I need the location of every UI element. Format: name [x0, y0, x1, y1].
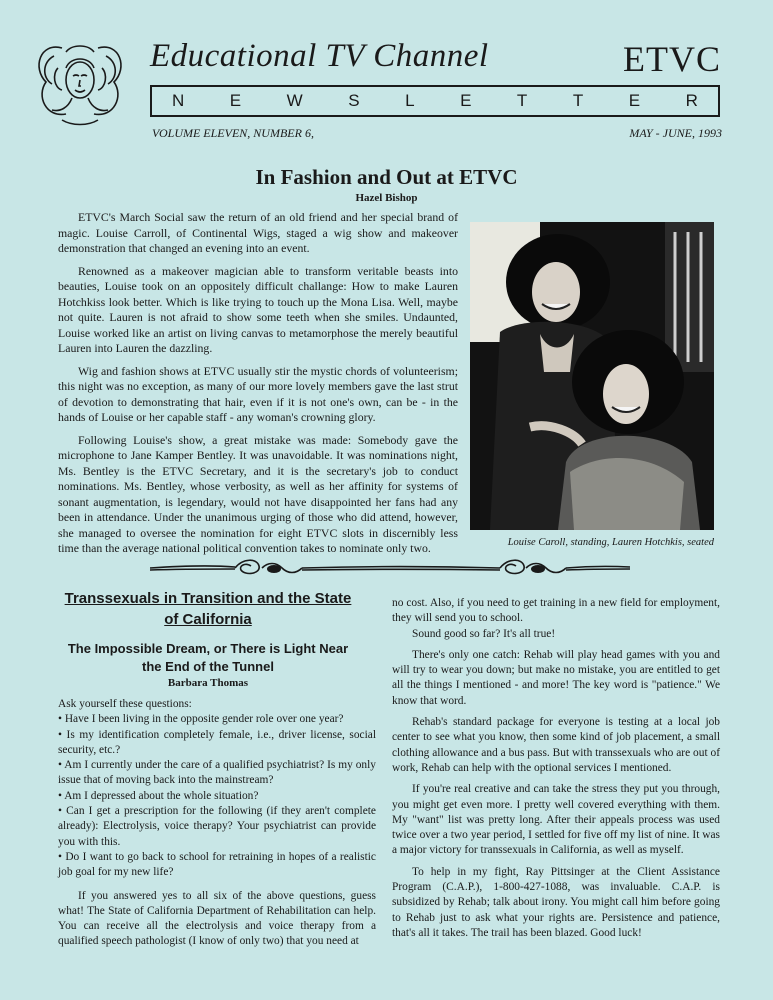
newsletter-letter: T [572, 91, 584, 110]
article-paragraph: If you answered yes to all six of the above questions, guess what! The State of California Department of Rehabilitation can help. You can receive all the electrolysis and voice therapy from a qualified speech pathologist (I know of only two) that you need at [58, 889, 376, 948]
newsletter-letter: E [229, 91, 242, 110]
question-item: • Am I currently under the care of a qualified psychiatrist? Is my only issue that of moving back into the mainstream? [58, 759, 376, 787]
article-paragraph: Rehab's standard package for everyone is testing at a local job center to see what you know, then some kind of job placement, a small clothing allowance and a bus pass. But with transsexuals who are out of work, Rehab can help with the optional services I mentioned. [392, 716, 720, 774]
etvc-logo-emblem [32, 38, 128, 128]
article-paragraph: Renowned as a makeover magician able to transform veritable beasts into beauties, Louise took on an oppositely difficult challange: How to make Lauren Hotchkiss look better. Which is like trying to touch up the Mona Lisa. Well, maybe not quite. Lauren is not afraid to show some teeth when she smiles. Undaunted, Louise worked like an artist on living canvas to metamorphose the merely beautiful Lauren into Lauren the dazzling. [58, 263, 458, 355]
article-photo [470, 222, 714, 530]
newsletter-letter: T [516, 91, 528, 110]
photo-caption: Louise Caroll, standing, Lauren Hotchkis, seated [507, 537, 714, 548]
issue-line [152, 126, 722, 141]
article-paragraph: If you're real creative and can take the stress they put you through, you might get even more. I pretty well covered everything with them. My "want" list was pretty long. After their appeals process was used twice over a two year period, I settled for five off my list of nine. It was a major victory for transsexuals in California, as well as myself. [392, 783, 720, 857]
section-byline: Barbara Thomas [167, 677, 249, 689]
question-item: • Have I been living in the opposite gender role over one year? [58, 713, 344, 726]
question-item: • Is my identification completely female, i.e., driver license, social security, etc.? [58, 728, 376, 756]
issue-date: MAY - JUNE, 1993 [629, 126, 722, 140]
question-item: • Do I want to go back to school for retraining in hopes of a realistic job goal for my new life? [58, 850, 376, 879]
right-column [392, 596, 720, 947]
newsletter-letter: L [405, 91, 415, 110]
article-paragraph: Wig and fashion shows at ETVC usually stir the mystic chords of volunteerism; this night was no exception, as many of our more lovely members gave the last strut of devotion to demonstrating that hair, even if it is not one's own, can be - in the hands of Louise or her capable staff - any woman's crowning glory. [58, 363, 458, 424]
newsletter-letter: W [286, 91, 303, 110]
newsletter-letter: E [460, 91, 472, 110]
questions-intro: Ask yourself these questions: [58, 698, 192, 710]
ornamental-divider [150, 556, 630, 578]
article-paragraph: Following Louise's show, a great mistake was made: Somebody gave the microphone to Jane Kamper Bentley. It was unavoidable. It was nominations night, Ms. Bentley is the ETVC Secretary, and it is the secretary's job to conduct nominations. Ms. Bentley, whose verbosity, as well as her affinity for systems of sonant augmentation, is legendary, would not have disappointed her fans had any been in attendance. Under the unanimous urging of those who did attend, however, she managed to oversee the nomination for eight ETVC slots in discernibly less time than the average national political convention takes to nominate only two. [58, 432, 458, 555]
newsletter-letter: R [685, 91, 698, 110]
section-title: Transsexuals in Transition and the State of California [64, 590, 352, 628]
section-subtitle: The Impossible Dream, or There is Light Near the End of the Tunnel [67, 641, 349, 674]
newsletter-letter: N [172, 91, 185, 110]
newsletter-letter: E [628, 91, 641, 110]
article-paragraph: Sound good so far? It's all true! [412, 627, 556, 640]
volume-number: VOLUME ELEVEN, NUMBER 6, [152, 126, 314, 140]
article-byline: Hazel Bishop [355, 192, 418, 204]
article-paragraph: ETVC's March Social saw the return of an old friend and her special brand of magic. Louise Carroll, of Continental Wigs, staged a wig show and makeover demonstration that changed an evening into an event. [58, 210, 458, 255]
article-paragraph: no cost. Also, if you need to get training in a new field for employment, they will send you to school. [392, 597, 720, 625]
masthead-abbreviation: ETVC [623, 39, 721, 79]
question-item: • Am I depressed about the whole situation? [58, 789, 259, 802]
masthead-title: Educational TV Channel [150, 38, 489, 74]
article-headline: In Fashion and Out at ETVC [255, 165, 518, 189]
article-body [58, 210, 458, 564]
article-paragraph: To help in my fight, Ray Pittsinger at the Client Assistance Program (C.A.P.), 1-800-427-1088, was invaluable. C.A.P. is subsidized by Rehab; talk about irony. You might call him before going to Rehab just to ask what your rights are. Persistence and patience, that's all it takes. The trail has been blazed. Good luck! [392, 865, 720, 939]
newsletter-banner [150, 85, 720, 117]
article-paragraph: There's only one catch: Rehab will play head games with you and will try to wear you down; but make no mistake, you are entitled to get all the things I mentioned - and more! The key word is "patience." We know that word. [392, 648, 720, 707]
question-item: • Can I get a prescription for the following (if they aren't complete already): Electrolysis, voice therapy? Your psychiatrist can provide you with this. [58, 805, 376, 848]
left-column [58, 697, 376, 950]
newsletter-letter: S [348, 91, 360, 110]
